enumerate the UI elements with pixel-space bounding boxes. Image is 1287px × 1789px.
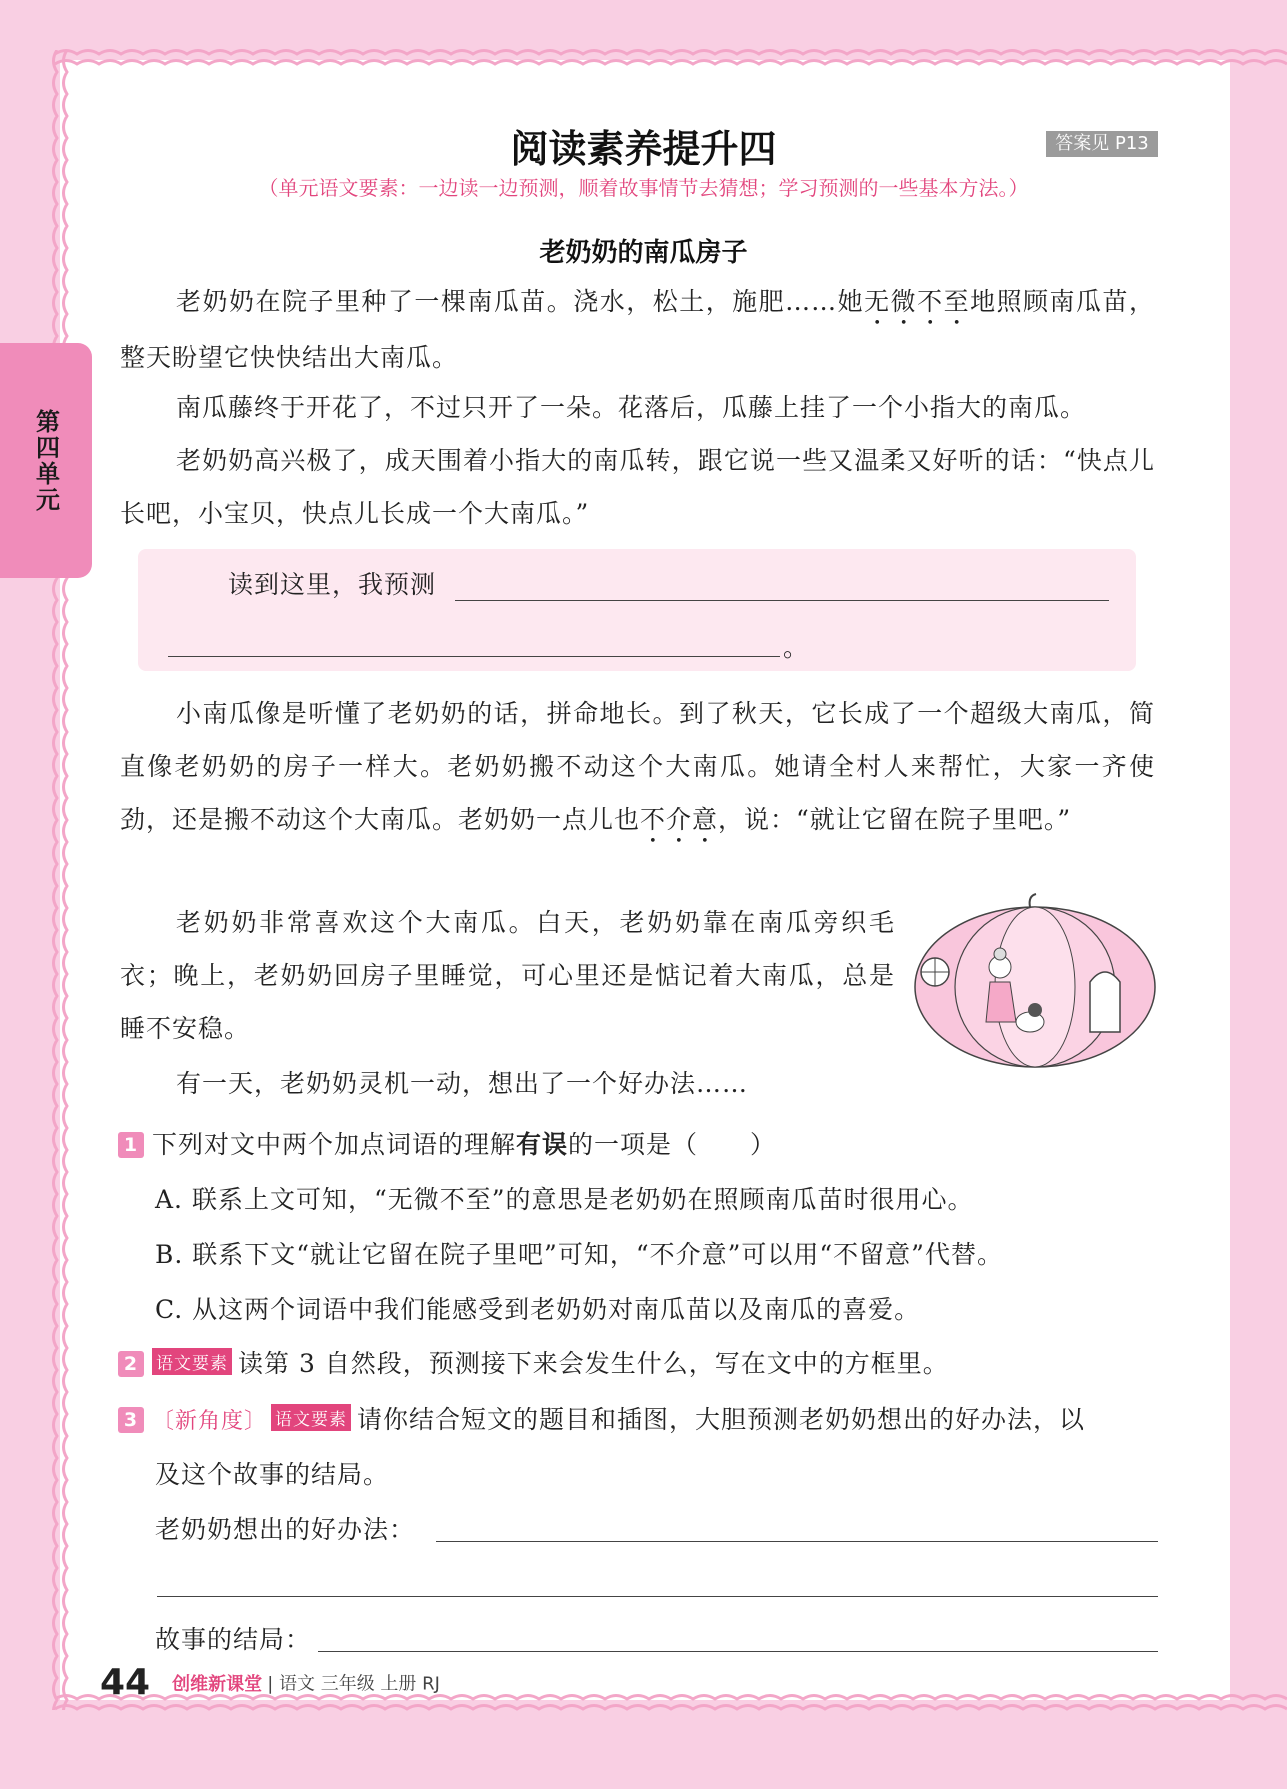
story-paragraph-1-text-a: 老奶奶在院子里种了一棵南瓜苗。浇水，松土，施肥……她	[176, 287, 865, 316]
question-2-text: 读第 3 自然段，预测接下来会发生什么，写在文中的方框里。	[238, 1349, 949, 1378]
question-1-text-a: 下列对文中两个加点词语的理解	[152, 1130, 517, 1159]
question-1-number: 1	[118, 1132, 144, 1158]
method-answer-line-1[interactable]	[436, 1541, 1158, 1542]
story-paragraph-1	[120, 275, 1155, 384]
question-1-text-b: 的一项是（ ）	[568, 1130, 777, 1159]
page-number: 44	[100, 1662, 151, 1703]
method-answer-line-2[interactable]	[157, 1596, 1158, 1597]
question-3	[118, 1400, 1085, 1436]
question-3-angle-tag: 〔新角度〕	[152, 1409, 268, 1434]
unit-side-tab-label: 第四单元	[31, 408, 60, 513]
question-2-tag: 语文要素	[152, 1348, 232, 1375]
page-title: 阅读素养提升四	[510, 127, 777, 171]
story-paragraph-4-text-b: ，说：“就让它留在院子里吧。”	[718, 805, 1072, 834]
story-paragraph-6: 有一天，老奶奶灵机一动，想出了一个好办法……	[176, 1069, 749, 1098]
footer-book-info: | 语文 三年级 上册 RJ	[267, 1673, 440, 1695]
story-paragraph-4-text-a: 小南瓜像是听懂了老奶奶的话，拼命地长。到了秋天，它长成了一个超级大南瓜，简直像老奶奶的房子一样大。老奶奶搬不动这个大南瓜。她请全村人来帮忙，大家一齐使劲，还是搬不动这个大南瓜。老奶奶一点儿也	[120, 699, 1155, 834]
wavy-border-top	[55, 45, 1287, 71]
prediction-answer-line-1[interactable]	[455, 600, 1109, 601]
option-b[interactable]: B. 联系下文“就让它留在院子里吧”可知，“不介意”可以用“不留意”代替。	[155, 1240, 1003, 1269]
footer-brand: 创维新课堂	[172, 1673, 263, 1695]
dotted-word-1: 无微不至	[864, 287, 971, 316]
question-3-text-line-2: 及这个故事的结局。	[155, 1460, 390, 1489]
option-a[interactable]: A. 联系上文可知，“无微不至”的意思是老奶奶在照顾南瓜苗时很用心。	[155, 1185, 974, 1214]
story-paragraph-5: 老奶奶非常喜欢这个大南瓜。白天，老奶奶靠在南瓜旁织毛衣；晚上，老奶奶回房子里睡觉，可心里还是惦记着大南瓜，总是睡不安稳。	[120, 908, 895, 1043]
story-paragraph-3: 老奶奶高兴极了，成天围着小指大的南瓜转，跟它说一些又温柔又好听的话：“快点儿长吧，小宝贝，快点儿长成一个大南瓜。”	[120, 446, 1155, 528]
question-3-number: 3	[118, 1407, 144, 1433]
ending-answer-line[interactable]	[318, 1651, 1158, 1652]
story-paragraph-4	[120, 687, 1155, 849]
story-paragraph-2: 南瓜藤终于开花了，不过只开了一朵。花落后，瓜藤上挂了一个小指大的南瓜。	[176, 393, 1087, 422]
dotted-word-2: 不介意	[640, 805, 719, 834]
question-2-number: 2	[118, 1351, 144, 1377]
wavy-border-left	[48, 50, 74, 1710]
question-3-text-line-1: 请你结合短文的题目和插图，大胆预测老奶奶想出的好办法，以	[357, 1405, 1086, 1434]
prediction-period: 。	[783, 633, 809, 662]
page-footer	[100, 1662, 440, 1703]
question-2	[118, 1344, 949, 1380]
answer-reference-badge: 答案见 P13	[1046, 131, 1158, 157]
prediction-prompt: 读到这里，我预测	[228, 570, 437, 599]
question-3-tag: 语文要素	[271, 1404, 351, 1431]
unit-side-tab	[0, 343, 92, 578]
method-label: 老奶奶想出的好办法：	[155, 1515, 416, 1544]
prediction-answer-line-2[interactable]	[168, 656, 780, 657]
story-paragraph-1-text-b: 地照顾南瓜苗，整天盼望它快快结出大南瓜。	[120, 287, 1155, 372]
pumpkin-house-illustration	[910, 892, 1160, 1072]
unit-subtitle: （单元语文要素：一边读一边预测，顺着故事情节去猜想；学习预测的一些基本方法。）	[258, 176, 1029, 200]
ending-label: 故事的结局：	[155, 1625, 312, 1654]
question-1	[118, 1125, 776, 1161]
question-1-emphasis: 有误	[516, 1130, 569, 1159]
option-c[interactable]: C. 从这两个词语中我们能感受到老奶奶对南瓜苗以及南瓜的喜爱。	[155, 1295, 921, 1324]
story-title: 老奶奶的南瓜房子	[539, 238, 748, 268]
